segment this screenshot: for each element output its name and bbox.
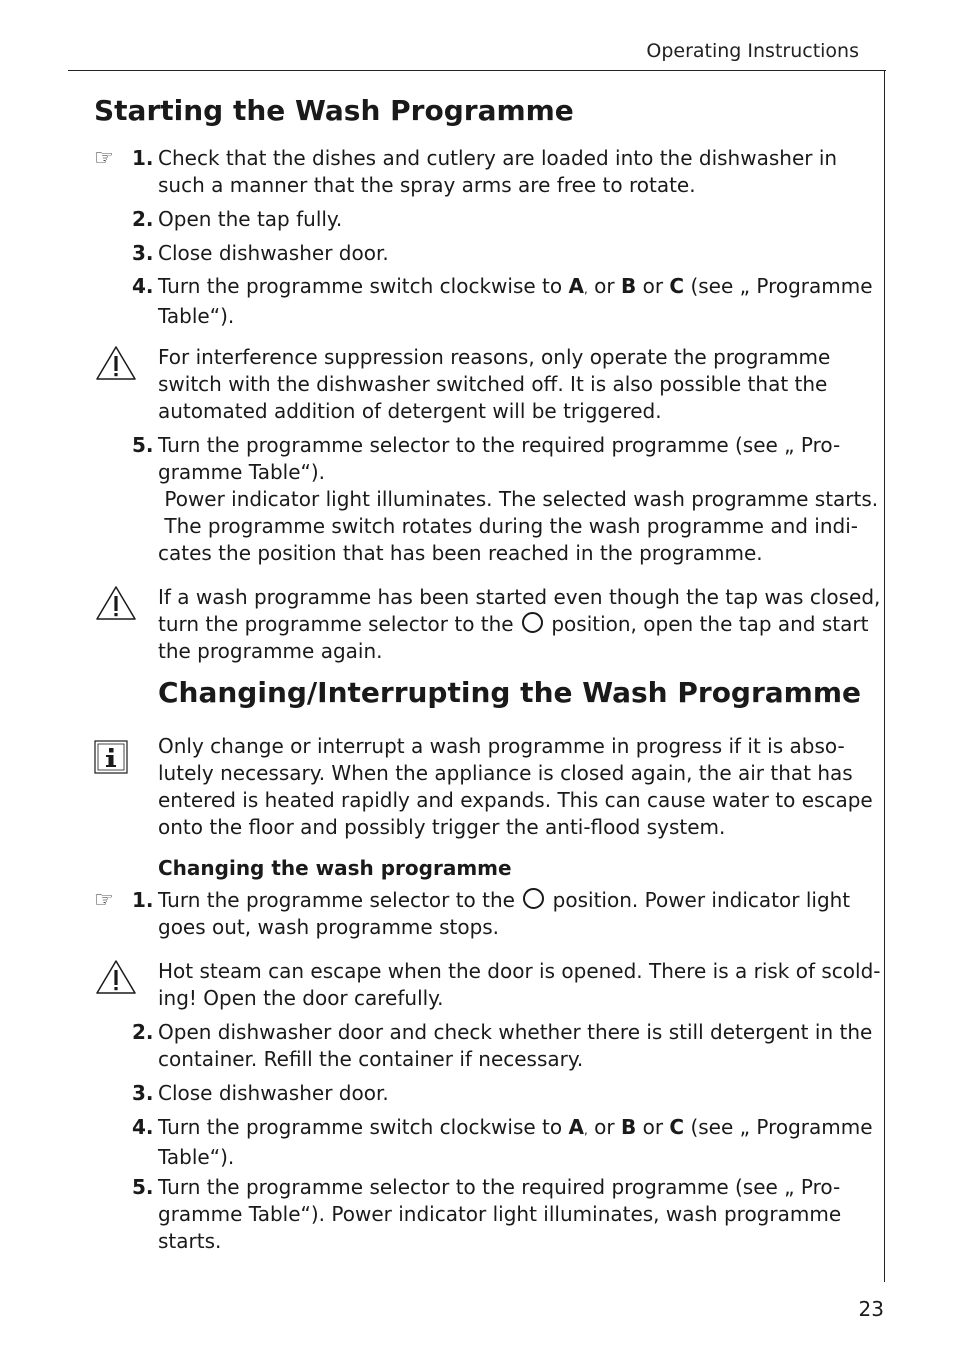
change-step-4-text: Turn the programme switch clockwise to A, or B or C (see „ Programme Table“).: [158, 1115, 873, 1169]
step-1-text: Check that the dishes and cutlery are loaded into the dishwasher in such a manner that the spray arms are free to rotate.: [158, 146, 838, 197]
step-number: 3.: [132, 1081, 154, 1105]
step-number: 5.: [132, 1175, 154, 1199]
step-3-text: Close dishwasher door.: [158, 241, 389, 265]
warning-triangle-icon: [94, 584, 138, 622]
step-number: 1.: [132, 146, 154, 170]
section-label: Operating Instructions: [646, 40, 859, 62]
header-rule: [68, 70, 886, 71]
warning-1-text: For interference suppression reasons, only operate the programme switch with the dishwasher switched off. It is also possible that the automated addition of detergent will be triggered.: [158, 345, 831, 423]
step-number: 2.: [132, 1020, 154, 1044]
heading-starting-wash: Starting the Wash Programme: [94, 94, 574, 127]
hand-pointer-icon: ☞: [94, 888, 114, 913]
change-step-1-text: Turn the programme selector to the position. Power indicator light goes out, wash programme stops.: [158, 888, 851, 939]
step-number: 1.: [132, 888, 154, 912]
step-number: 4.: [132, 1115, 154, 1139]
side-rule: [884, 70, 885, 1282]
step-4-text: Turn the programme switch clockwise to A, or B or C (see „ Programme Table“).: [158, 274, 873, 328]
hot-steam-warning-text: Hot steam can escape when the door is opened. There is a risk of scold- ing! Open the door carefully.: [158, 959, 881, 1010]
change-step-3-text: Close dishwasher door.: [158, 1081, 389, 1105]
warning-triangle-icon: [94, 958, 138, 996]
info-icon: [94, 740, 128, 774]
change-step-2-text: Open dishwasher door and check whether there is still detergent in the container. Refill the container if necessary.: [158, 1020, 873, 1071]
page-number: 23: [858, 1297, 884, 1321]
off-position-icon: [522, 612, 543, 633]
info-text: Only change or interrupt a wash programme in progress if it is abso- lutely necessary. When the appliance is closed again, the air that has entered is heated rapidly and expands. This can cause water to escape onto the floor and possibly trigger the anti-flood system.: [158, 734, 873, 839]
step-number: 5.: [132, 433, 154, 457]
warning-triangle-icon: [94, 344, 138, 382]
heading-changing-interrupting: Changing/Interrupting the Wash Programme: [158, 676, 862, 709]
subheading-changing-programme: Changing the wash programme: [158, 856, 512, 880]
step-5-text: Turn the programme selector to the required programme (see „ Pro- gramme Table“). Power indicator light illuminates. The selected wash programme starts. The programme switch rotates during the wash programme and indi- cates the position that has been reached in the programme.: [158, 433, 879, 565]
step-number: 4.: [132, 274, 154, 298]
change-step-5-text: Turn the programme selector to the required programme (see „ Pro- gramme Table“). Power indicator light illuminates, wash programme starts.: [158, 1175, 842, 1253]
step-number: 3.: [132, 241, 154, 265]
hand-pointer-icon: ☞: [94, 146, 114, 171]
warning-2-text: If a wash programme has been started even though the tap was closed, turn the programme selector to the position, open the tap and start the programme again.: [158, 585, 881, 663]
step-number: 2.: [132, 207, 154, 231]
step-2-text: Open the tap fully.: [158, 207, 343, 231]
off-position-icon: [523, 888, 544, 909]
